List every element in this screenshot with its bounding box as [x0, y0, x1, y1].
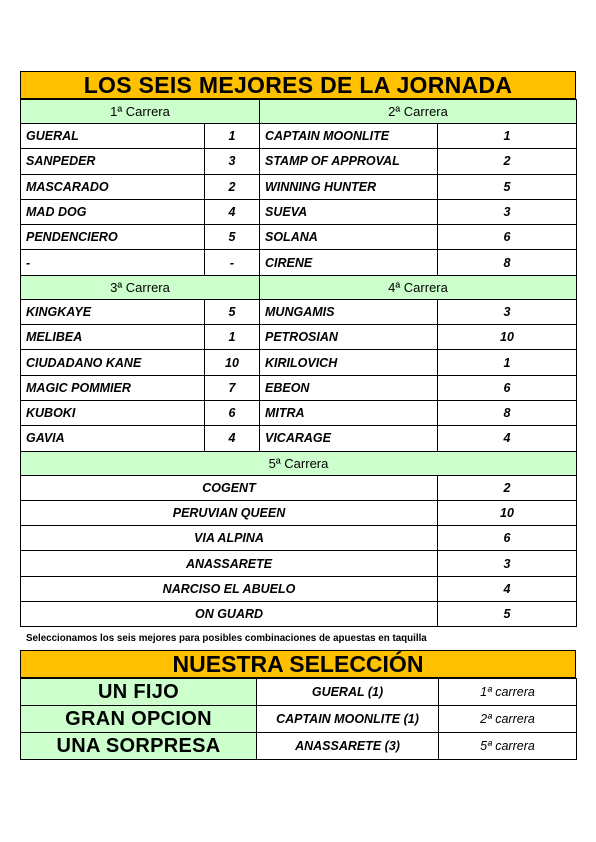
horse-number: 6	[438, 526, 577, 551]
runner-row	[21, 375, 577, 400]
horse-name: MELIBEA	[21, 325, 205, 350]
selection-title: NUESTRA SELECCIÓN	[20, 650, 576, 678]
horse-name: ANASSARETE	[21, 551, 438, 576]
page-title: LOS SEIS MEJORES DE LA JORNADA	[20, 71, 576, 99]
horse-number: 3	[438, 199, 577, 224]
horse-number: 4	[205, 199, 260, 224]
horse-name: GAVIA	[21, 426, 205, 451]
horse-name: EBEON	[260, 375, 438, 400]
horse-name: -	[21, 250, 205, 275]
selection-race: 5ª carrera	[439, 733, 577, 760]
runner-row	[21, 350, 577, 375]
horse-number: 1	[205, 124, 260, 149]
horse-name: STAMP OF APPROVAL	[260, 149, 438, 174]
horse-number: 2	[205, 174, 260, 199]
horse-name: SANPEDER	[21, 149, 205, 174]
selection-label: GRAN OPCION	[21, 706, 257, 733]
horse-name: PETROSIAN	[260, 325, 438, 350]
selection-horse: CAPTAIN MOONLITE (1)	[257, 706, 439, 733]
tips-sheet	[20, 71, 576, 760]
runner-row	[21, 299, 577, 324]
horse-name: MAGIC POMMIER	[21, 375, 205, 400]
selection-label: UNA SORPRESA	[21, 733, 257, 760]
runner-row	[21, 400, 577, 425]
horse-number: 2	[438, 475, 577, 500]
horse-number: 6	[438, 225, 577, 250]
runner-row	[21, 526, 577, 551]
horse-name: CAPTAIN MOONLITE	[260, 124, 438, 149]
race-heading: 3ª Carrera	[21, 275, 260, 299]
runner-row	[21, 174, 577, 199]
horse-number: 3	[438, 551, 577, 576]
horse-number: 8	[438, 400, 577, 425]
runner-row	[21, 426, 577, 451]
horse-name: PENDENCIERO	[21, 225, 205, 250]
horse-number: -	[205, 250, 260, 275]
horse-number: 5	[205, 299, 260, 324]
horse-name: KINGKAYE	[21, 299, 205, 324]
horse-name: SOLANA	[260, 225, 438, 250]
selection-row	[21, 679, 577, 706]
horse-name: GUERAL	[21, 124, 205, 149]
horse-name: PERUVIAN QUEEN	[21, 500, 438, 525]
race-heading: 2ª Carrera	[260, 100, 577, 124]
race-header-row	[21, 275, 577, 299]
horse-number: 2	[438, 149, 577, 174]
horse-number: 10	[438, 325, 577, 350]
horse-name: MAD DOG	[21, 199, 205, 224]
horse-name: COGENT	[21, 475, 438, 500]
horse-name: NARCISO EL ABUELO	[21, 576, 438, 601]
horse-name: KIRILOVICH	[260, 350, 438, 375]
runner-row	[21, 576, 577, 601]
race-heading: 4ª Carrera	[260, 275, 577, 299]
horse-number: 1	[438, 350, 577, 375]
horse-name: ON GUARD	[21, 602, 438, 627]
horse-number: 1	[205, 325, 260, 350]
horse-name: CIRENE	[260, 250, 438, 275]
selection-row	[21, 706, 577, 733]
race-heading: 5ª Carrera	[21, 451, 577, 475]
horse-number: 6	[438, 375, 577, 400]
horse-number: 8	[438, 250, 577, 275]
selection-horse: ANASSARETE (3)	[257, 733, 439, 760]
runner-row	[21, 500, 577, 525]
selection-horse: GUERAL (1)	[257, 679, 439, 706]
horse-name: KUBOKI	[21, 400, 205, 425]
runner-row	[21, 602, 577, 627]
horse-number: 7	[205, 375, 260, 400]
horse-number: 10	[205, 350, 260, 375]
horse-name: MASCARADO	[21, 174, 205, 199]
horse-name: CIUDADANO KANE	[21, 350, 205, 375]
race-header-row	[21, 451, 577, 475]
selection-race: 1ª carrera	[439, 679, 577, 706]
runner-row	[21, 149, 577, 174]
horse-name: MUNGAMIS	[260, 299, 438, 324]
horse-number: 4	[205, 426, 260, 451]
runner-row	[21, 225, 577, 250]
horse-name: VIA ALPINA	[21, 526, 438, 551]
horse-name: WINNING HUNTER	[260, 174, 438, 199]
horse-name: SUEVA	[260, 199, 438, 224]
runner-row	[21, 551, 577, 576]
race-heading: 1ª Carrera	[21, 100, 260, 124]
horse-number: 3	[438, 299, 577, 324]
horse-name: VICARAGE	[260, 426, 438, 451]
horse-number: 3	[205, 149, 260, 174]
horse-name: MITRA	[260, 400, 438, 425]
horse-number: 4	[438, 576, 577, 601]
runner-row	[21, 124, 577, 149]
runner-row	[21, 325, 577, 350]
selection-table	[20, 678, 577, 760]
horse-number: 5	[438, 174, 577, 199]
selection-label: UN FIJO	[21, 679, 257, 706]
horse-number: 6	[205, 400, 260, 425]
horse-number: 5	[438, 602, 577, 627]
selection-note: Seleccionamos los seis mejores para posibles combinaciones de apuestas en taquilla	[26, 633, 427, 645]
runner-row	[21, 199, 577, 224]
horse-number: 10	[438, 500, 577, 525]
horse-number: 5	[205, 225, 260, 250]
horse-number: 4	[438, 426, 577, 451]
selection-race: 2ª carrera	[439, 706, 577, 733]
races-table	[20, 99, 577, 627]
horse-number: 1	[438, 124, 577, 149]
selection-row	[21, 733, 577, 760]
runner-row	[21, 475, 577, 500]
race-header-row	[21, 100, 577, 124]
runner-row	[21, 250, 577, 275]
